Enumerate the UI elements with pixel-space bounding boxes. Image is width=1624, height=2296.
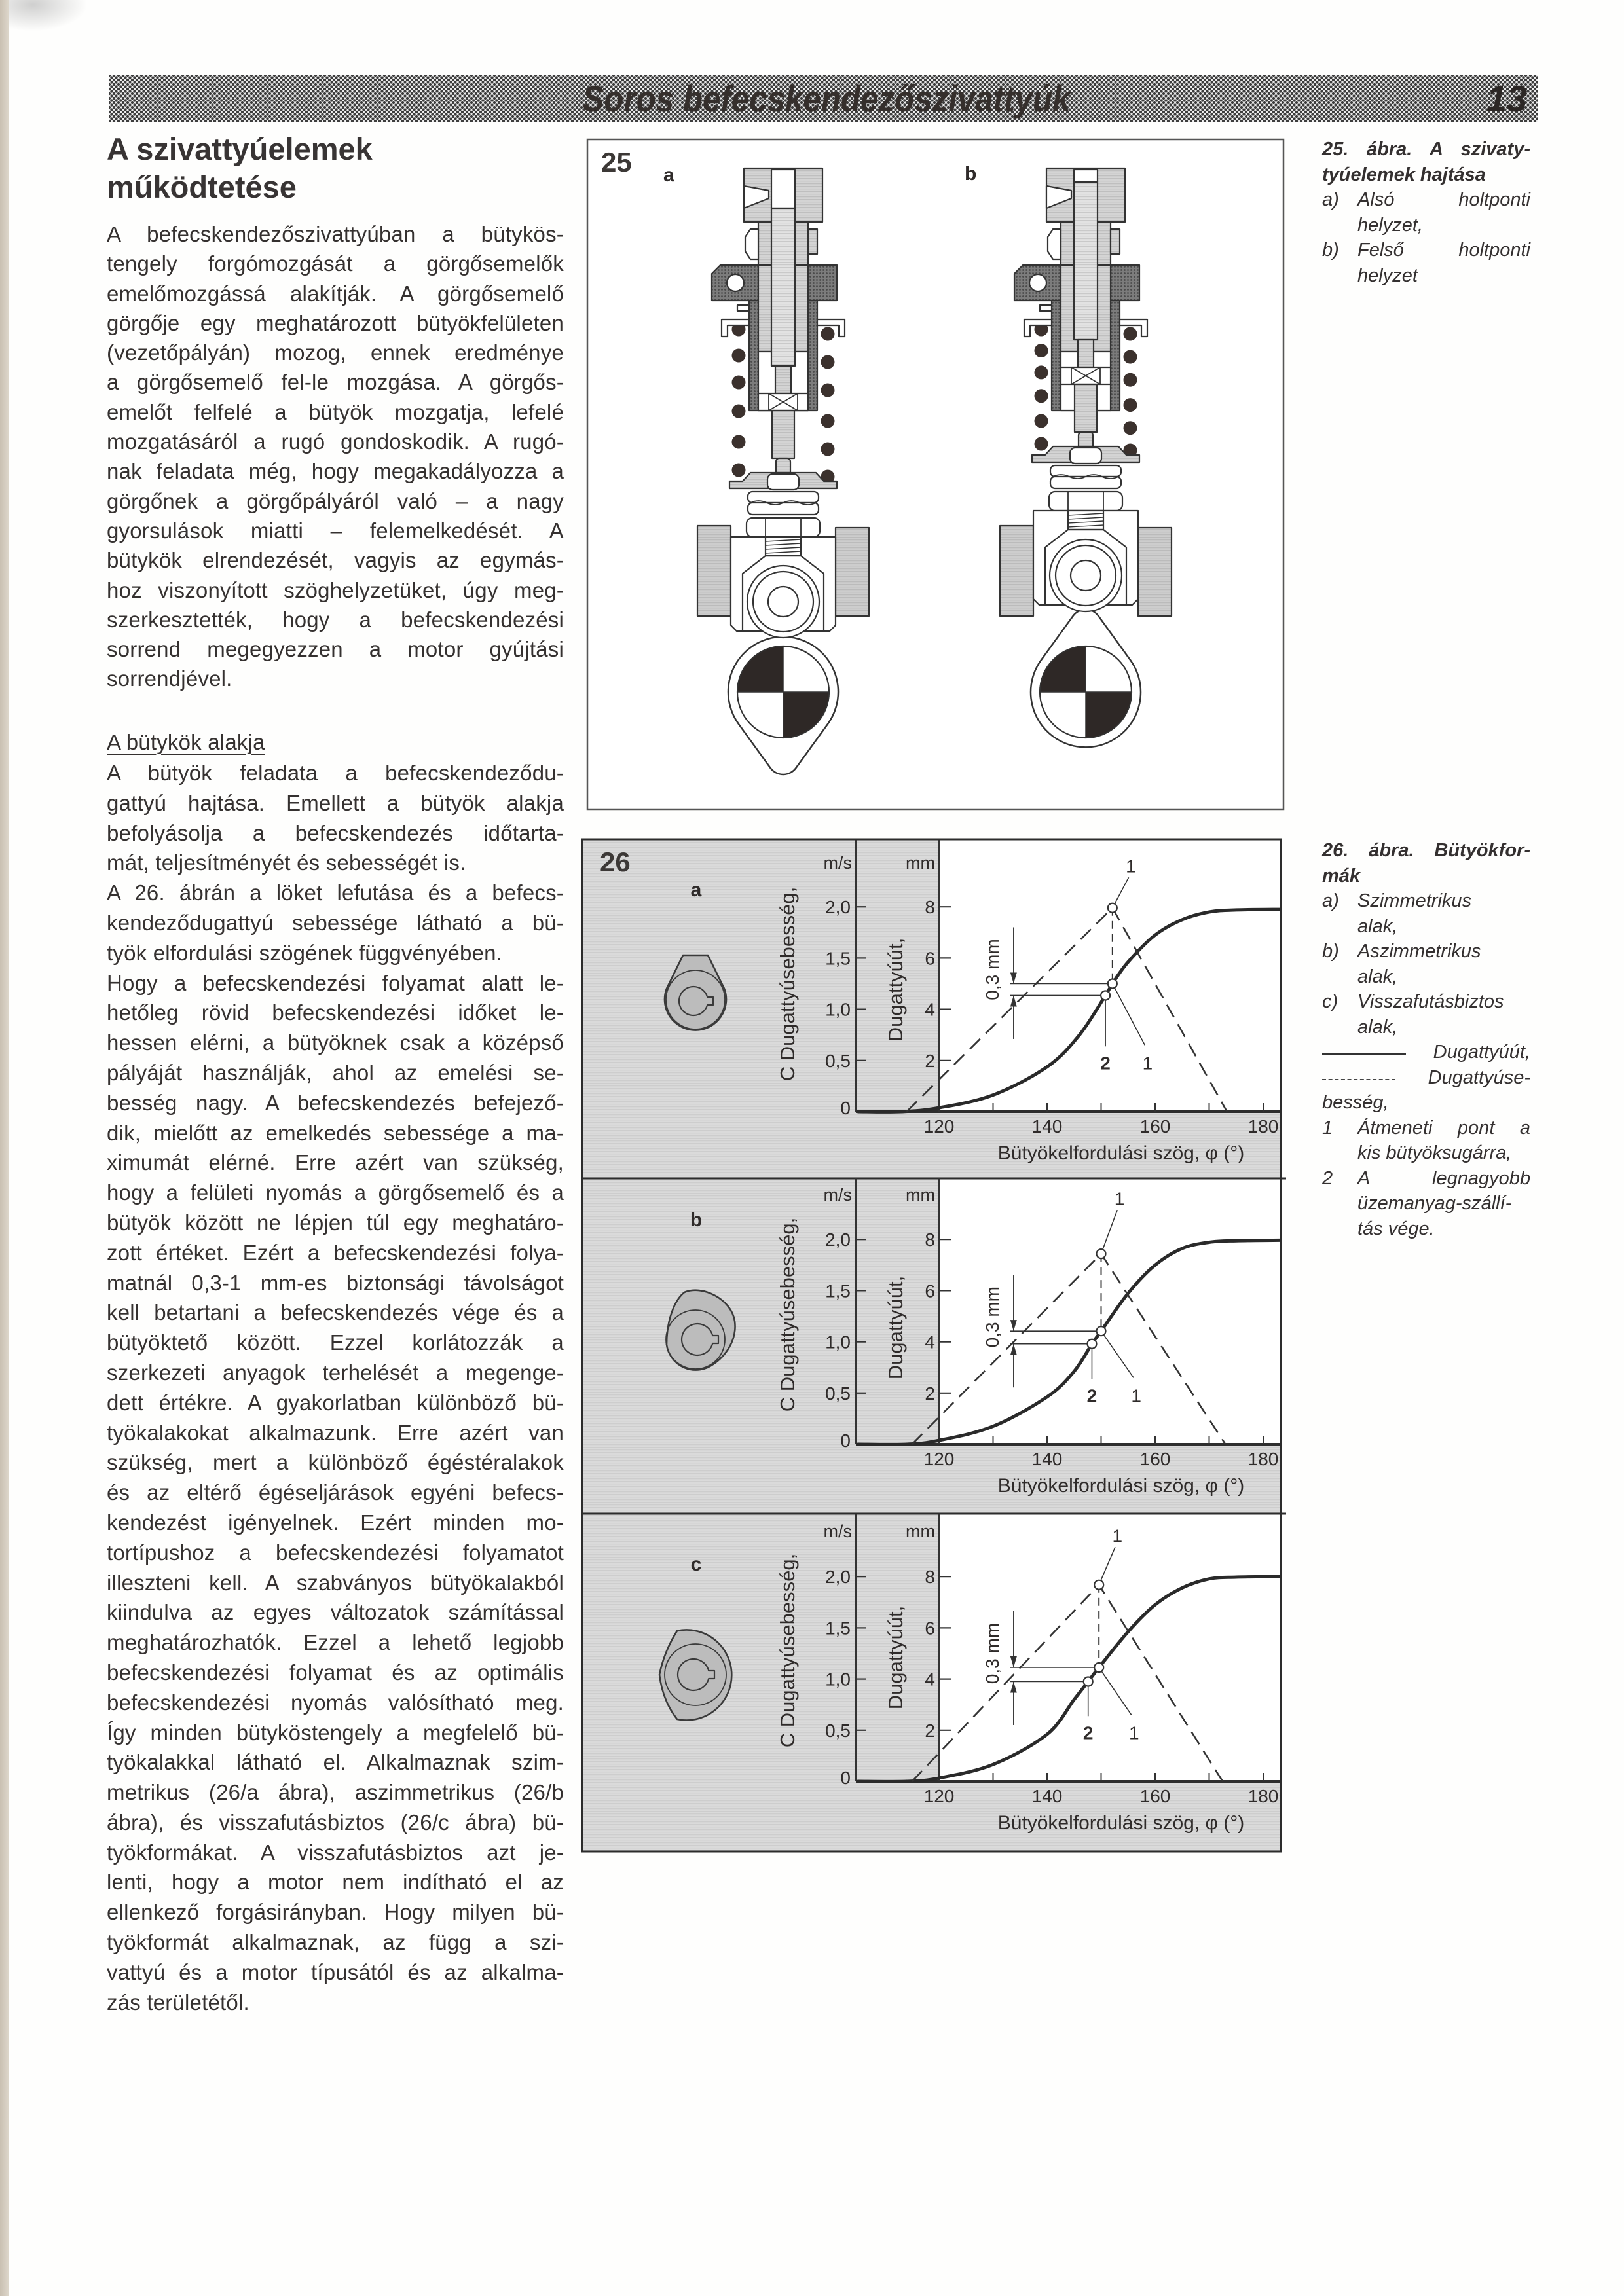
caption-item-text: helyzet, — [1357, 214, 1423, 236]
velocity-axis-title: C Dugattyúsebesség, — [776, 1217, 799, 1412]
text-line: ábra), és visszafutásbiztos (26/c ábra) bü- — [107, 1810, 564, 1834]
displacement-tick-label: 8 — [925, 897, 935, 918]
caption-item-line — [1322, 1166, 1530, 1192]
caption-title-text: tyúelemek hajtása — [1322, 164, 1486, 185]
text-line: és az eltérő égéseljárások egyéni befecs- — [107, 1480, 564, 1505]
solid-line-icon — [1322, 1053, 1406, 1055]
velocity-unit-label: m/s — [823, 1185, 852, 1205]
text-line: ellenkező forgásirányban. Hogy milyen bü- — [107, 1900, 564, 1925]
caption-item-line — [1322, 263, 1530, 289]
subheading — [107, 727, 564, 757]
caption-item-marker: 1 — [1322, 1117, 1333, 1139]
barrel-collar — [1111, 229, 1120, 254]
running-header — [109, 75, 1538, 122]
text-line: lenti, hogy a motor nem indítható el az — [107, 1870, 564, 1895]
spring-seat-cup — [1070, 448, 1101, 464]
figure-26-number: 26 — [600, 847, 631, 877]
displacement-unit-label: mm — [906, 853, 935, 873]
clearance-annotation: 0,3 mm — [982, 939, 1003, 1000]
marker-label: 2 — [1086, 1385, 1098, 1406]
text-line: hoz viszonyított szöghelyzetüket, úgy meg- — [107, 577, 564, 602]
spring-coil — [1124, 421, 1137, 435]
marker-label: 1 — [1129, 1722, 1139, 1743]
adjusting-nut — [747, 518, 820, 537]
caption-item-text: üzemanyag-szállí- — [1357, 1193, 1512, 1214]
legend-label: Dugattyúút, — [1433, 1042, 1530, 1063]
tappet-guide-right — [836, 528, 869, 616]
caption-item-line — [1322, 914, 1530, 939]
section-heading-line: működtetése — [107, 170, 297, 204]
text-line: kell betartani a befecskendezés vége és a — [107, 1300, 564, 1325]
caption-item-line — [1322, 1140, 1530, 1166]
spring-coil — [1035, 344, 1048, 357]
spring-coil — [1124, 398, 1137, 412]
displacement-axis-title: Dugattyúút, — [884, 1605, 907, 1710]
plunger-stem — [1075, 384, 1097, 432]
spring-coil — [732, 349, 746, 363]
text-line: zott értéket. Ezért a befecskendezési folya- — [107, 1240, 564, 1265]
section-heading-line: A szivattyúelemek — [107, 132, 373, 166]
caption-item-text: Szimmetrikus — [1357, 890, 1472, 911]
text-line: bütykök elrendezését, vagyis az egymás- — [107, 548, 564, 573]
x-axis-title: Bütyökelfordulási szög, φ (°) — [997, 1812, 1245, 1834]
figure-25-caption — [1322, 137, 1530, 288]
panel-label: b — [690, 1209, 703, 1231]
displacement-tick-label: 6 — [925, 948, 935, 969]
velocity-tick-label: 2,0 — [825, 1230, 851, 1250]
caption-title-line — [1322, 864, 1530, 889]
spring-coil — [821, 384, 835, 397]
velocity-tick-label: 2,0 — [825, 897, 851, 918]
clearance-annotation: 0,3 mm — [982, 1286, 1003, 1348]
spring-coil — [1124, 327, 1137, 341]
x-tick-label: 180 — [1247, 1116, 1279, 1137]
x-axis-title: Bütyökelfordulási szög, φ (°) — [997, 1475, 1245, 1497]
x-tick-label: 120 — [923, 1116, 955, 1137]
scan-smudge — [9, 0, 88, 31]
flange-bore — [727, 274, 744, 291]
velocity-tick-label: 1,5 — [825, 948, 851, 969]
barrel-nut — [1048, 229, 1061, 259]
text-line: görgőnek a görgőpályáról való – a nagy — [107, 488, 564, 513]
marker-label: 1 — [1114, 1188, 1125, 1209]
caption-item-marker: c) — [1322, 991, 1338, 1012]
marker-label: 2 — [1100, 1053, 1111, 1074]
text-line: besség nagy. A befecskendezés befejező- — [107, 1090, 564, 1115]
caption-item-line — [1322, 213, 1530, 238]
x-tick-label: 140 — [1031, 1116, 1063, 1137]
text-line: A befecskendezőszivattyúban a bütykös- — [107, 222, 564, 246]
spring-coil — [732, 435, 746, 449]
text-line: sorrendjével. — [107, 666, 232, 691]
x-axis-title: Bütyökelfordulási szög, φ (°) — [997, 1142, 1245, 1164]
housing-flange-right — [808, 265, 837, 301]
text-line: kendezést igényelnek. Ezért minden mo- — [107, 1510, 564, 1535]
velocity-tick-label: 1,5 — [825, 1281, 851, 1302]
spring-coil — [821, 443, 835, 456]
intro-paragraph — [107, 219, 564, 694]
text-line: työkformákat. A visszafutásbiztos azt je- — [107, 1840, 564, 1865]
caption-item-marker: a) — [1322, 189, 1339, 210]
barrel-nut — [745, 229, 758, 259]
legend-row-dashed-continued — [1322, 1090, 1530, 1116]
text-line: befolyásolja a befecskendezés időtarta- — [107, 820, 564, 845]
velocity-tick-label: 0,5 — [825, 1720, 851, 1741]
caption-item-text: tás vége. — [1357, 1218, 1435, 1239]
caption-item-line — [1322, 964, 1530, 990]
flange-slot — [737, 305, 749, 311]
caption-item-line — [1322, 989, 1530, 1015]
caption-title-line — [1322, 838, 1530, 864]
text-line: emelőmozgássá alakítják. A görgősemelő — [107, 281, 564, 306]
spring-coil — [821, 355, 835, 369]
displacement-tick-label: 6 — [925, 1281, 935, 1302]
text-line: szerkezeti anyagok terhelését a megenge- — [107, 1360, 564, 1385]
tappet-guide-left — [1000, 526, 1033, 616]
tappet-roller — [1050, 539, 1122, 611]
displacement-axis-title: Dugattyúút, — [884, 1275, 907, 1380]
caption-title-text: mák — [1322, 865, 1361, 886]
spring-coil — [1124, 350, 1137, 364]
barrel-collar — [808, 229, 817, 254]
spring-coil — [732, 376, 746, 390]
x-tick-label: 180 — [1247, 1449, 1279, 1469]
text-line: dik, mielőtt az emelkedés sebessége a ma- — [107, 1120, 564, 1145]
text-line: hessen elérni, a bütyöknek csak a középső — [107, 1030, 564, 1055]
marker-label: 2 — [1082, 1722, 1094, 1743]
caption-item-line — [1322, 939, 1530, 964]
data-point-marker — [1108, 903, 1117, 913]
text-line: kendeződugattyú sebessége látható a bü- — [107, 910, 564, 935]
cam-chart-panel-b — [582, 1178, 1286, 1514]
caption-title-line — [1322, 162, 1530, 188]
displacement-tick-label: 8 — [925, 1567, 935, 1588]
text-line: työk elfordulási szögének függvényében. — [107, 940, 503, 965]
text-line: emelőt felfelé a bütyök mozgatja, lefelé — [107, 399, 564, 424]
caption-item-line — [1322, 1116, 1530, 1141]
text-line: szerkesztették, hogy a befecskendezési — [107, 607, 564, 632]
section-heading — [107, 130, 564, 206]
displacement-tick-label: 4 — [925, 1332, 935, 1353]
plunger — [1074, 182, 1098, 340]
clearance-annotation: 0,3 mm — [982, 1622, 1003, 1685]
text-line: Így minden bütyköstengely a megfelelő bü- — [107, 1720, 564, 1745]
data-point-marker — [1108, 979, 1117, 989]
spring-coil — [1035, 414, 1048, 428]
text-line: mát, teljesítményét és sebességét is. — [107, 850, 466, 875]
caption-item-marker: 2 — [1322, 1167, 1333, 1189]
data-point-marker — [1097, 1249, 1106, 1258]
displacement-axis-title: Dugattyúút, — [884, 938, 907, 1042]
text-line: hogy a felületi nyomás a görgősemelő és a — [107, 1180, 564, 1205]
data-point-marker — [1087, 1339, 1096, 1349]
plunger-stem — [772, 410, 794, 458]
text-line: szükség, mert a különböző égéstéralakok — [107, 1450, 564, 1475]
adjusting-nut — [1049, 492, 1122, 511]
x-tick-label: 160 — [1139, 1116, 1171, 1137]
caption-item-text: alak, — [1357, 1016, 1398, 1038]
caption-item-line — [1322, 1216, 1530, 1242]
text-line: ximumát elérné. Erre azért van szükség, — [107, 1150, 564, 1175]
text-line: zás területétől. — [107, 1990, 249, 2014]
cam-chart-panel-c — [582, 1514, 1286, 1851]
figure-25-pump-diagram — [587, 139, 1284, 810]
x-tick-label: 120 — [923, 1449, 955, 1469]
figure-25-panel-label-b: b — [965, 163, 977, 185]
text-line: tengely forgómozgását a görgősemelők — [107, 251, 564, 276]
x-tick-label: 180 — [1247, 1786, 1279, 1806]
text-line: bütyöktető között. Ezzel korlátozzák a — [107, 1330, 564, 1355]
displacement-unit-label: mm — [906, 1522, 935, 1541]
velocity-unit-label: m/s — [823, 853, 852, 873]
displacement-tick-label: 4 — [925, 1669, 935, 1690]
plunger — [771, 208, 795, 366]
velocity-unit-label: m/s — [823, 1522, 852, 1541]
cam-chart-panel-a — [582, 839, 1281, 1178]
velocity-tick-label: 1,0 — [825, 999, 851, 1020]
displacement-tick-label: 8 — [925, 1230, 935, 1250]
figure-25-panel-label-a: a — [663, 164, 674, 186]
spring-coil — [821, 414, 835, 428]
velocity-tick-label: 0 — [840, 1098, 851, 1118]
text-line: illeszteni kell. A szabványos bütyökalakból — [107, 1570, 564, 1595]
text-line: befecskendezési nyomás valósítható meg. — [107, 1690, 564, 1715]
caption-item-text: alak, — [1357, 966, 1398, 987]
spring-coil — [1035, 389, 1048, 403]
caption-item-text: A legnagyobb — [1357, 1167, 1530, 1189]
spring-seat-cup — [767, 474, 799, 490]
velocity-axis-title: C Dugattyúsebesség, — [776, 886, 799, 1082]
spring-coil — [1035, 365, 1048, 379]
text-line: dett értékre. A gyakorlatban különböző bü- — [107, 1390, 564, 1415]
text-line: Hogy a befecskendezési folyamat alatt le- — [107, 970, 564, 995]
data-point-marker — [1084, 1677, 1093, 1686]
text-line: matnál 0,3-1 mm-es biztonsági távolságot — [107, 1270, 564, 1295]
spring-coil — [821, 327, 835, 341]
caption-item-line — [1322, 888, 1530, 914]
text-line: görgője egy meghatározott bütyökfelületen — [107, 310, 564, 335]
displacement-unit-label: mm — [906, 1185, 935, 1205]
caption-title-text: 25. ábra. A szivaty- — [1322, 139, 1530, 160]
spring-coil — [1124, 373, 1137, 387]
displacement-tick-label: 2 — [925, 1383, 935, 1404]
flange-slot — [1040, 305, 1052, 311]
text-line: metrikus (26/a ábra), aszimmetrikus (26/b — [107, 1780, 564, 1805]
text-line: kiindulva az egyes változatok számítással — [107, 1600, 564, 1625]
x-tick-label: 120 — [923, 1786, 955, 1806]
text-line: A bütyök feladata a befecskendeződu- — [107, 761, 564, 785]
velocity-tick-label: 0,5 — [825, 1050, 851, 1071]
velocity-tick-label: 1,0 — [825, 1332, 851, 1353]
caption-item-line — [1322, 1191, 1530, 1216]
figure-25-frame — [587, 139, 1283, 809]
text-line: pályáját használják, ahol az emelési se- — [107, 1060, 564, 1085]
velocity-tick-label: 2,0 — [825, 1567, 851, 1588]
marker-label: 1 — [1126, 856, 1136, 877]
caption-item-line — [1322, 238, 1530, 263]
text-line: A 26. ábrán a löket lefutása és a befecs- — [107, 881, 564, 905]
velocity-tick-label: 1,5 — [825, 1618, 851, 1639]
text-line: nak feladata még, hogy megakadályozza a — [107, 459, 564, 484]
running-header-title: Soros befecskendezőszivattyúk — [582, 78, 1071, 119]
velocity-tick-label: 0,5 — [825, 1383, 851, 1404]
legend-row-solid — [1322, 1040, 1530, 1065]
barrel-bore — [1074, 170, 1098, 182]
text-line: a görgősemelő fel-le mozgása. A görgős- — [107, 370, 564, 395]
velocity-tick-label: 0 — [840, 1430, 851, 1451]
text-line: vattyú és a motor típusától és az alkalma- — [107, 1959, 564, 1984]
displacement-tick-label: 2 — [925, 1050, 935, 1071]
caption-item-text: alak, — [1357, 915, 1398, 937]
velocity-tick-label: 1,0 — [825, 1669, 851, 1690]
barrel-bore — [771, 170, 795, 208]
tappet-guide-left — [697, 526, 731, 616]
text-line: befecskendezési folyamat és az optimális — [107, 1660, 564, 1685]
caption-item-line — [1322, 1015, 1530, 1040]
tappet-roller — [747, 566, 819, 638]
caption-item-text: helyzet — [1357, 264, 1418, 286]
spring-coil — [1035, 437, 1048, 451]
text-line: mozgatásáról a rugó gondoskodik. A rugó- — [107, 429, 564, 454]
figure-26-caption — [1322, 838, 1530, 1241]
caption-title-line — [1322, 137, 1530, 162]
displacement-tick-label: 6 — [925, 1618, 935, 1639]
figure-26-cam-charts — [582, 839, 1282, 1851]
caption-item-text: Felső holtponti — [1357, 240, 1530, 261]
text-line: bütyök között ne lépjen túl egy meghatáro- — [107, 1210, 564, 1235]
housing-flange-right — [1111, 265, 1139, 301]
velocity-axis-title: C Dugattyúsebesség, — [776, 1553, 799, 1748]
marker-label: 1 — [1142, 1053, 1153, 1074]
plunger-neck — [1078, 340, 1094, 367]
x-tick-label: 160 — [1139, 1786, 1171, 1806]
text-line: työkformát alkalmaznak, az függ a szi- — [107, 1930, 564, 1955]
text-line: tortípushoz a befecskendezési folyamatot — [107, 1540, 564, 1565]
marker-label: 1 — [1131, 1385, 1141, 1406]
caption-item-text: Alsó holtponti — [1357, 189, 1530, 210]
text-line: sorrend megegyezzen a motor gyújtási — [107, 637, 564, 662]
x-tick-label: 140 — [1031, 1449, 1063, 1469]
displacement-tick-label: 2 — [925, 1720, 935, 1741]
cam-shape-paragraphs — [107, 758, 564, 2017]
x-tick-label: 160 — [1139, 1449, 1171, 1469]
plunger-neck — [775, 366, 791, 393]
text-line: työkalakkal látható el. Alkalmaznak szim- — [107, 1750, 564, 1775]
caption-item-text: Átmeneti pont a — [1357, 1117, 1530, 1139]
caption-title-text: 26. ábra. Bütyökfor- — [1322, 840, 1530, 861]
text-line: gattyú hajtása. Emellett a bütyök alakja — [107, 790, 564, 815]
text-line: meghatározhatók. Ezzel a lehető legjobb — [107, 1630, 564, 1655]
tappet-guide-right — [1138, 528, 1172, 616]
caption-item-marker: b) — [1322, 941, 1339, 962]
caption-item-marker: a) — [1322, 890, 1339, 911]
caption-item-text: Visszafutásbiztos — [1357, 991, 1504, 1012]
x-tick-label: 140 — [1031, 1786, 1063, 1806]
text-line: työkalakokat alkalmazunk. Erre azért van — [107, 1420, 564, 1445]
caption-item-line — [1322, 187, 1530, 213]
data-point-marker — [1094, 1580, 1103, 1590]
figure-25-number: 25 — [601, 147, 632, 177]
caption-item-text: kis bütyöksugárra, — [1357, 1142, 1512, 1163]
text-line: hetőleg rövid befecskendezési időket le- — [107, 1000, 564, 1025]
dashed-line-icon — [1322, 1079, 1395, 1080]
legend-label: Dugattyúse- — [1428, 1066, 1530, 1088]
data-point-marker — [1097, 1326, 1106, 1336]
page-binding-edge — [0, 0, 9, 2296]
caption-item-marker: b) — [1322, 240, 1339, 261]
flange-bore — [1029, 274, 1046, 291]
legend-row-dashed — [1322, 1065, 1530, 1091]
panel-label: a — [690, 879, 702, 901]
spring-coil — [732, 464, 746, 477]
caption-item-text: Aszimmetrikus — [1357, 941, 1481, 962]
marker-label: 1 — [1112, 1525, 1123, 1546]
data-point-marker — [1101, 991, 1110, 1000]
legend-label: besség, — [1322, 1092, 1389, 1113]
spring-coil — [732, 405, 746, 418]
text-line: (vezetőpályán) mozog, ennek eredménye — [107, 340, 564, 365]
displacement-tick-label: 4 — [925, 999, 935, 1020]
text-line: gyorsulások miatti – felemelkedését. A — [107, 518, 564, 543]
page-number: 13 — [1486, 78, 1527, 119]
subheading-text: A bütykök alakja — [107, 730, 265, 754]
velocity-tick-label: 0 — [840, 1768, 851, 1788]
data-point-marker — [1094, 1663, 1103, 1672]
panel-label: c — [690, 1554, 702, 1575]
